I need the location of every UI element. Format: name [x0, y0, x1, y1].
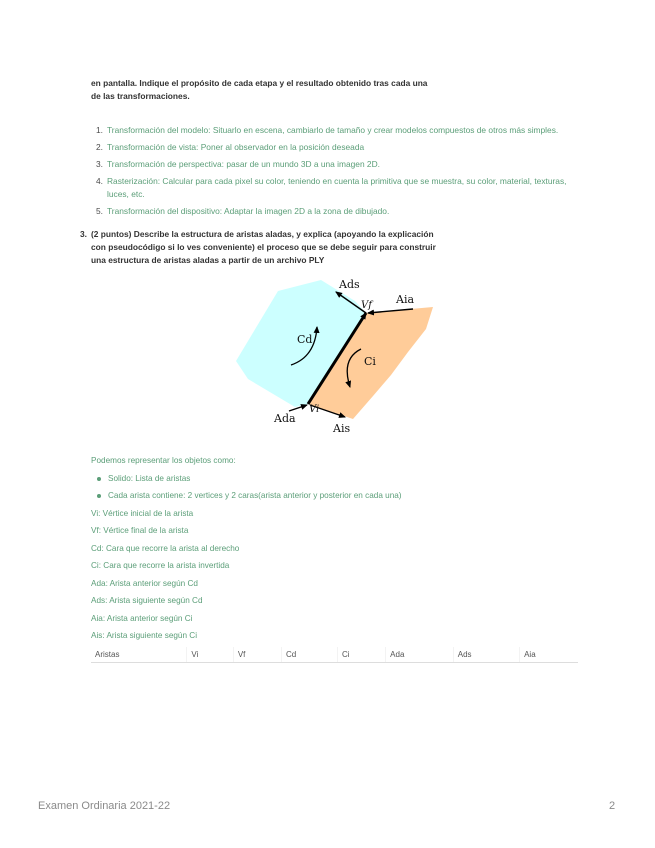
edges-table	[91, 647, 578, 663]
answer-block	[91, 452, 581, 645]
pipeline-steps-list	[91, 124, 581, 222]
list-item	[91, 205, 581, 218]
table-header-cell: Ci	[337, 647, 385, 663]
definition-cd: Cd: Cara que recorre la arista al derecho	[91, 543, 240, 553]
label-cd: Cd	[297, 333, 313, 346]
question-points: (2 puntos)	[91, 229, 132, 239]
list-item-text: Transformación de perspectiva: pasar de un mundo 3D a una imagen 2D.	[107, 159, 380, 169]
answer-intro: Podemos representar los objetos como:	[91, 456, 236, 465]
question-line-1-text: Describe la estructura de aristas aladas, y explica (apoyando la explicación	[131, 229, 434, 239]
list-number: 3.	[96, 159, 103, 169]
answer-bullets	[91, 470, 581, 505]
question-3	[80, 228, 440, 267]
list-item-text: Transformación del dispositivo: Adaptar la imagen 2D a la zona de dibujado.	[107, 206, 390, 216]
label-ais: Ais	[333, 422, 351, 435]
table-header-cell: Aristas	[91, 647, 187, 663]
table-header-cell: Ads	[453, 647, 519, 663]
label-vi: Vi	[309, 404, 320, 415]
winged-edge-diagram	[233, 277, 443, 437]
table-header-row	[91, 647, 578, 663]
table-header-cell: Vf	[233, 647, 281, 663]
question-line-3: una estructura de aristas aladas a partir de un archivo PLY	[91, 255, 325, 265]
label-ci: Ci	[364, 355, 376, 368]
question-2-continuation	[91, 77, 451, 103]
bullet-text: Solido: Lista de aristas	[108, 473, 191, 483]
definition-ads: Ads: Arista siguiente según Cd	[91, 596, 203, 605]
list-item	[91, 487, 581, 505]
footer-page-number: 2	[609, 800, 616, 812]
definition-ci: Ci: Cara que recorre la arista invertida	[91, 561, 230, 570]
definition-aia: Aia: Arista anterior según Ci	[91, 613, 193, 623]
table-header-cell: Vi	[187, 647, 233, 663]
list-number: 4.	[96, 176, 103, 186]
definition-ada: Ada: Arista anterior según Cd	[91, 578, 198, 588]
list-item	[91, 175, 581, 201]
question-text	[80, 228, 440, 267]
label-vf: Vf	[361, 300, 372, 311]
bullet-text: Cada arista contiene: 2 vertices y 2 caras(arista anterior y posterior en cada una)	[108, 491, 402, 500]
list-item-text: Transformación de vista: Poner al observador en la posición deseada	[107, 142, 365, 152]
bullet-icon	[97, 494, 101, 498]
table-header-cell: Ada	[386, 647, 454, 663]
list-item	[91, 124, 581, 137]
footer-exam-title: Examen Ordinaria 2021-22	[38, 800, 171, 812]
list-item-text: Rasterización: Calcular para cada pixel su color, teniendo en cuenta la primitiva que se muestra, su color, material, texturas, luces, etc.	[107, 176, 567, 199]
intro-line-1: en pantalla. Indique el propósito de cada etapa y el resultado obtenido tras cada una	[91, 78, 428, 88]
list-item	[91, 141, 581, 154]
question-line-2: con pseudocódigo si lo ves conveniente) el proceso que se debe seguir para construir	[91, 242, 436, 252]
intro-line-2: de las transformaciones.	[91, 91, 190, 101]
label-ada: Ada	[274, 412, 296, 425]
definition-ais: Ais: Arista siguiente según Ci	[91, 631, 198, 640]
list-number: 2.	[96, 142, 103, 152]
list-item-text: Transformación del modelo: Situarlo en escena, cambiarlo de tamaño y crear modelos compuestos de otros más simples.	[107, 125, 559, 135]
definition-vi: Vi: Vértice inicial de la arista	[91, 508, 194, 518]
question-line-1	[91, 228, 440, 241]
list-number: 1.	[96, 125, 103, 135]
list-item	[91, 158, 581, 171]
bullet-icon	[97, 477, 101, 481]
table-header-cell: Aia	[520, 647, 578, 663]
label-aia: Aia	[396, 293, 415, 306]
list-number: 5.	[96, 206, 103, 216]
table-header-cell: Cd	[282, 647, 338, 663]
label-ads: Ads	[339, 278, 360, 291]
list-item	[91, 470, 581, 488]
definition-vf: Vf: Vértice final de la arista	[91, 526, 189, 535]
question-number: 3.	[80, 229, 87, 239]
